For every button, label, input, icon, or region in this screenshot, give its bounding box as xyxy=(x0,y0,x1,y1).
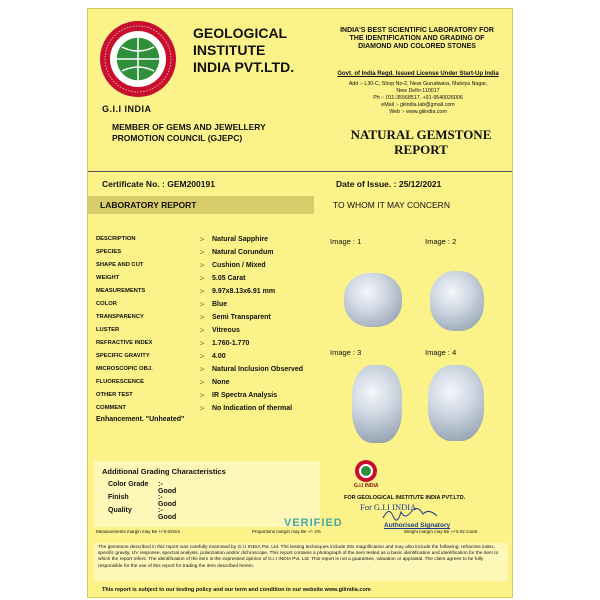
detail-value: 1.760-1.770 xyxy=(212,340,250,347)
certificate xyxy=(87,8,513,598)
detail-row xyxy=(96,325,322,338)
detail-value: None xyxy=(212,379,230,386)
detail-row xyxy=(96,403,322,416)
detail-key: FLUORESCENCE xyxy=(96,379,144,385)
detail-separator: :- xyxy=(200,366,205,373)
detail-key: LUSTER xyxy=(96,327,120,333)
grade-row: Finish :- Good xyxy=(108,494,177,508)
detail-key: TRANSPARENCY xyxy=(96,314,144,320)
gem-image-3 xyxy=(352,365,402,443)
detail-key: COMMENT xyxy=(96,405,126,411)
detail-separator: :- xyxy=(200,236,205,243)
detail-row xyxy=(96,390,322,403)
detail-value: Cushion / Mixed xyxy=(212,262,266,269)
gem-details-table xyxy=(96,234,322,416)
detail-separator: :- xyxy=(200,405,205,412)
additional-grading: Additional Grading Characteristics Color Grade :- Good Finish :- Good Quality :- Good xyxy=(94,461,320,527)
image-label-1: Image : 1 xyxy=(330,237,362,246)
detail-key: MICROSCOPIC OBJ. xyxy=(96,366,153,372)
detail-row xyxy=(96,312,322,325)
detail-value: Blue xyxy=(212,301,228,308)
grade-row: Color Grade :- Good xyxy=(108,481,177,495)
detail-separator: :- xyxy=(200,327,205,334)
date-of-issue: Date of Issue. : 25/12/2021 xyxy=(336,179,442,189)
report-title: NATURAL GEMSTONE REPORT xyxy=(350,127,492,157)
detail-row xyxy=(96,247,322,260)
image-label-3: Image : 3 xyxy=(330,348,362,357)
authorised-signatory: Authorised Signatory xyxy=(384,522,451,529)
measurement-margin: Measurements margin may Be +/-0.02mm xyxy=(96,529,181,534)
signature-scribble xyxy=(380,506,440,522)
detail-separator: :- xyxy=(200,249,205,256)
detail-row xyxy=(96,299,322,312)
detail-value: Natural Corundum xyxy=(212,249,274,256)
detail-value: Natural Inclusion Observed xyxy=(212,366,304,373)
enhancement-note: Enhancement. "Unheated" xyxy=(96,416,185,423)
detail-row xyxy=(96,351,322,364)
for-gii: For G.I.I INDIA xyxy=(360,502,417,512)
lab-tagline: INDIA'S BEST SCIENTIFIC LABORATORY FOR THE IDENTIFICATION AND GRADING OF DIAMOND AND COLORED STONES xyxy=(340,27,494,50)
address-block: Add :- L30-C, Shop No-2, Near Gurudwara, Malviya Nagar, New Delhi-110017 Ph :- 011-35568517, +91-9540026006 eMail :- giiindia.lab@gmail.com Web :- www.giiindia.com xyxy=(348,81,488,115)
detail-row xyxy=(96,364,322,377)
detail-value: 9.97x8.13x6.91 mm xyxy=(212,288,276,295)
detail-row xyxy=(96,234,322,247)
footer-note: This report is subject to our testing policy and our term and condition in our website www.giiindia.com xyxy=(102,587,371,593)
detail-separator: :- xyxy=(200,275,205,282)
detail-separator: :- xyxy=(200,314,205,321)
detail-key: SPECIFIC GRAVITY xyxy=(96,353,150,359)
detail-key: WEIGHT xyxy=(96,275,120,281)
detail-value: No Indication of thermal xyxy=(212,405,293,412)
detail-key: MEASUREMENTS xyxy=(96,288,146,294)
detail-row xyxy=(96,260,322,273)
gii-logo xyxy=(98,19,178,99)
image-label-2: Image : 2 xyxy=(425,237,457,246)
detail-separator: :- xyxy=(200,262,205,269)
detail-key: COLOR xyxy=(96,301,117,307)
detail-value: Semi Transparent xyxy=(212,314,271,321)
detail-separator: :- xyxy=(200,379,205,386)
lab-report-bar: LABORATORY REPORT TO WHOM IT MAY CONCERN xyxy=(88,196,513,214)
gem-image-4 xyxy=(428,365,484,441)
detail-value: 4.00 xyxy=(212,353,226,360)
member-text: MEMBER OF GEMS AND JEWELLERY PROMOTION COUNCIL (GJEPC) xyxy=(112,122,266,143)
gii-seal-icon xyxy=(354,459,378,483)
gem-image-1 xyxy=(344,273,402,327)
detail-row xyxy=(96,338,322,351)
detail-row xyxy=(96,377,322,390)
grade-row: Quality :- Good xyxy=(108,507,177,521)
detail-value: Vitreous xyxy=(212,327,240,334)
detail-separator: :- xyxy=(200,392,205,399)
detail-row xyxy=(96,286,322,299)
institute-name: GEOLOGICAL INSTITUTE INDIA PVT.LTD. xyxy=(193,25,295,75)
for-organization: FOR GEOLOGICAL INSTITUTE INDIA PVT.LTD. xyxy=(344,495,466,501)
disclaimer: The gemstone described in this report was carefully examined by G.I.I INDIA Pvt. Ltd. The testing techniques include 20x magnification and may also include the following: refractive index, specific gravity, UV response, spectral analysis, polarization and/or dichroscope. This report contains a photograph of the item tested as a basic identification and identification for the item to which the report refers. The identification of the item is the expressed opinion of G.I.I INDIA Pvt. Ltd. This report is not a guarantee, valuation or appraisal. The client agrees to be fully responsible for the use of this report for trading the item described herein. xyxy=(94,543,508,581)
detail-separator: :- xyxy=(200,353,205,360)
detail-key: REFRACTIVE INDEX xyxy=(96,340,153,346)
weight-margin: Weight margin may Be +/-0.02 Carat xyxy=(404,529,478,534)
detail-separator: :- xyxy=(200,301,205,308)
detail-value: Natural Sapphire xyxy=(212,236,269,243)
image-label-4: Image : 4 xyxy=(425,348,457,357)
divider xyxy=(88,171,513,172)
detail-value: IR Spectra Analysis xyxy=(212,392,278,399)
detail-separator: :- xyxy=(200,288,205,295)
gii-label: G.I.I INDIA xyxy=(102,104,152,114)
proportion-margin: Proportions margin may Be +/- 2% xyxy=(252,529,321,534)
detail-key: OTHER TEST xyxy=(96,392,133,398)
certificate-number: Certificate No. : GEM200191 xyxy=(102,179,215,189)
detail-value: 5.05 Carat xyxy=(212,275,246,282)
detail-key: SPECIES xyxy=(96,249,122,255)
seal-label: G.I.I INDIA xyxy=(354,483,379,489)
detail-key: DESCRIPTION xyxy=(96,236,136,242)
detail-row xyxy=(96,273,322,286)
gem-image-2 xyxy=(430,271,484,331)
verified-stamp: VERIFIED xyxy=(284,517,343,529)
detail-separator: :- xyxy=(200,340,205,347)
gov-license-line: Govt. of India Regd. Issued License Under Start-Up India xyxy=(337,71,499,77)
detail-key: SHAPE AND CUT xyxy=(96,262,144,268)
